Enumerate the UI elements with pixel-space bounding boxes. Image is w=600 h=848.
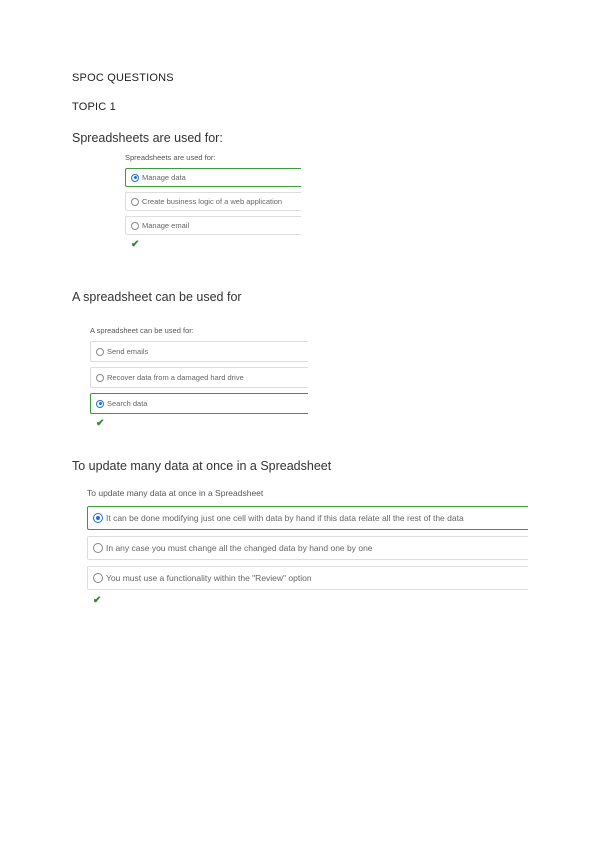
checkmark-icon: ✔ [96,418,105,429]
radio-selected-icon[interactable] [131,174,139,182]
question-1-option-2[interactable] [125,192,301,211]
question-1-prompt: Spreadsheets are used for: [125,153,216,162]
option-label: Search data [107,399,148,408]
radio-unselected-icon[interactable] [93,543,103,553]
radio-unselected-icon[interactable] [93,573,103,583]
radio-unselected-icon[interactable] [131,222,139,230]
option-label: You must use a functionality within the "Review" option [106,573,312,583]
radio-unselected-icon[interactable] [131,198,139,206]
question-2-screenshot [90,326,308,429]
option-label: Recover data from a damaged hard drive [107,373,244,382]
option-label: Send emails [107,347,149,356]
topic-heading: TOPIC 1 [72,101,116,113]
question-2-option-1[interactable] [90,341,308,362]
question-2-title: A spreadsheet can be used for [72,290,242,304]
option-label: Manage data [142,173,186,182]
question-1-option-1[interactable] [125,168,301,187]
question-1-option-3[interactable] [125,216,301,235]
radio-unselected-icon[interactable] [96,348,104,356]
question-2-prompt: A spreadsheet can be used for: [90,326,194,335]
radio-selected-icon[interactable] [93,513,103,523]
radio-selected-icon[interactable] [96,400,104,408]
question-3-prompt: To update many data at once in a Spreadsheet [87,488,264,498]
question-3-option-3[interactable] [87,566,528,590]
option-label: Create business logic of a web application [142,197,283,206]
option-label: Manage email [142,221,190,230]
option-label: In any case you must change all the changed data by hand one by one [106,543,373,553]
question-3-title: To update many data at once in a Spreadsheet [72,459,332,473]
question-3-screenshot [87,488,528,606]
question-2-option-2[interactable] [90,367,308,388]
question-3-option-1[interactable] [87,506,528,530]
question-1-screenshot [125,153,301,250]
document-title: SPOC QUESTIONS [72,72,174,84]
checkmark-icon: ✔ [93,595,102,606]
question-2-option-3[interactable] [90,393,308,414]
question-1-title: Spreadsheets are used for: [72,131,223,145]
checkmark-icon: ✔ [131,239,140,250]
question-3-option-2[interactable] [87,536,528,560]
radio-unselected-icon[interactable] [96,374,104,382]
option-label: It can be done modifying just one cell with data by hand if this data relate all the rest of the data [106,513,464,523]
